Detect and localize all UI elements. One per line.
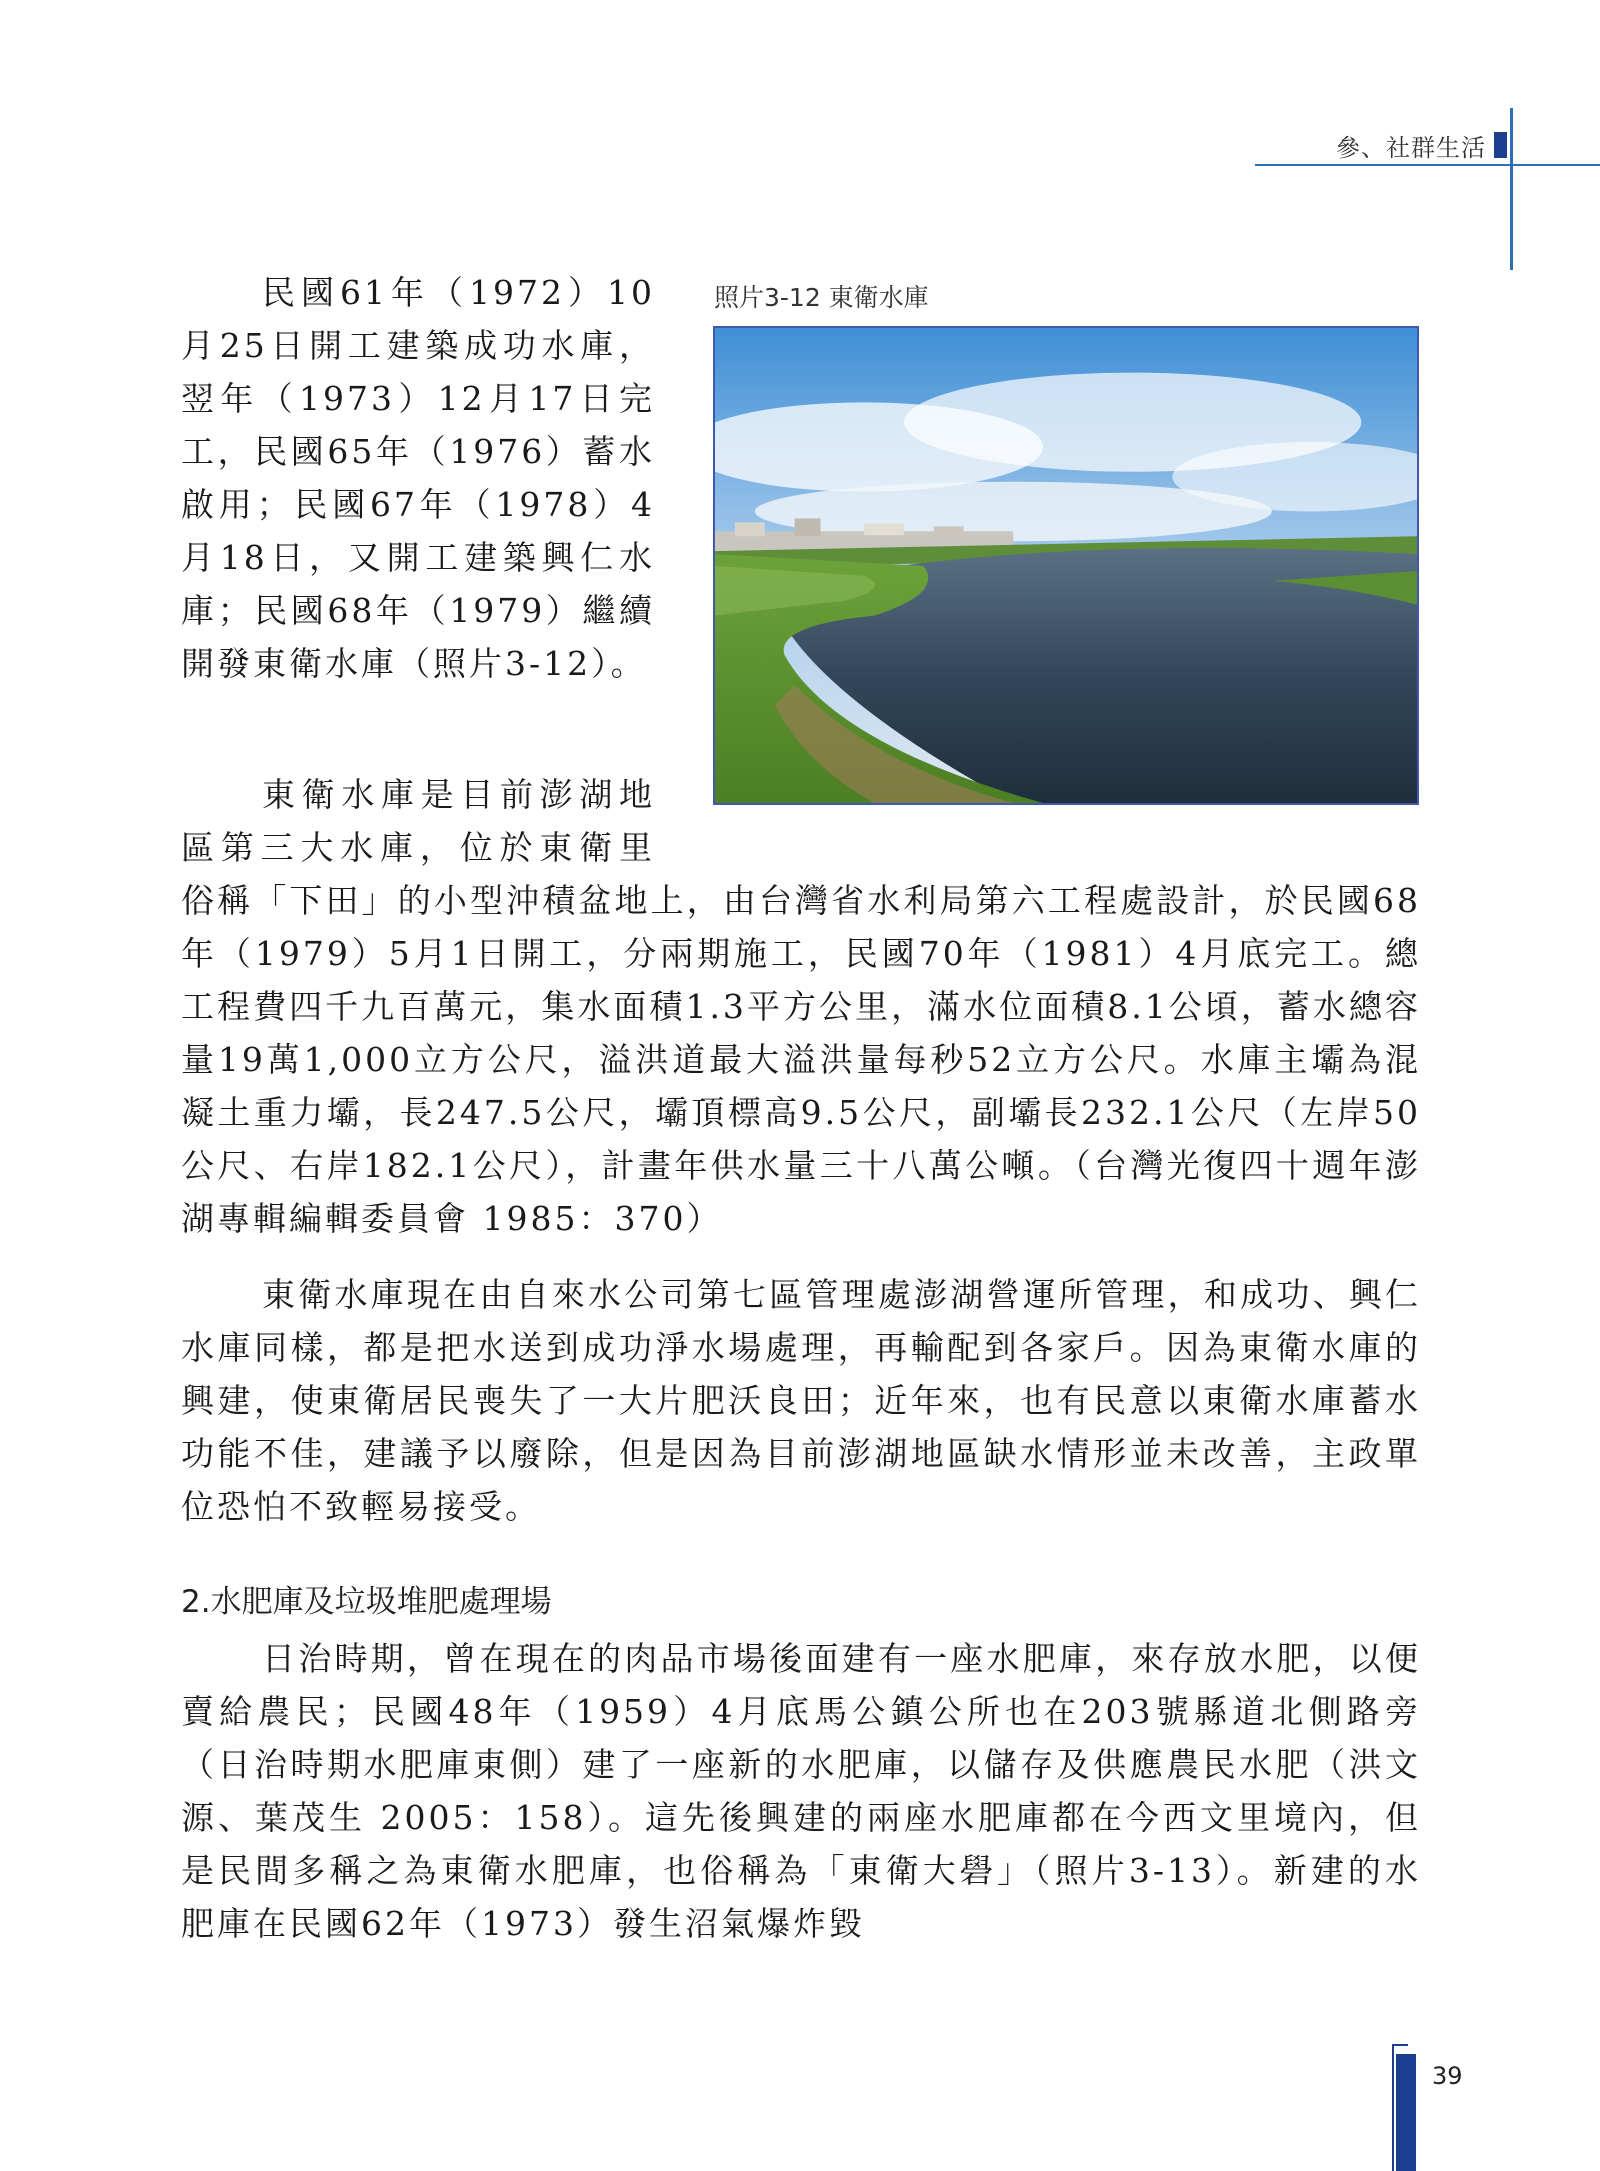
photo-caption: 照片3-12 東衛水庫 xyxy=(714,283,929,312)
paragraph-manure-storage: 日治時期，曾在現在的肉品市場後面建有一座水肥庫，來存放水肥，以便賣給農民；民國48年（1959）4月底馬公鎮公所也在203號縣道北側路旁（日治時期水肥庫東側）建了一座新的水肥庫，以儲存及供應農民水肥（洪文源、葉茂生 2005：158）。這先後興建的兩座水肥庫都在今西文里境內，但是民間多稱之為東衛水肥庫，也俗稱為「東衛大礐」（照片3-13）。新建的水肥庫在民國62年（1973）發生沼氣爆炸毀 xyxy=(181,1639,1421,1943)
reservoir-photo-image xyxy=(715,328,1417,803)
subheading-manure-storage: 2.水肥庫及垃圾堆肥處理場 xyxy=(181,1584,552,1620)
header-rule-horizontal xyxy=(1255,164,1600,166)
footer-marker xyxy=(1396,2054,1416,2171)
header-rule-vertical xyxy=(1510,108,1513,270)
paragraph-body: 俗稱「下田」的小型沖積盆地上，由台灣省水利局第六工程處設計，於民國68年（1979）5月1日開工，分兩期施工，民國70年（1981）4月底完工。總工程費四千九百萬元，集水面積1.3平方公里，滿水位面積8.1公頃，蓄水總容量19萬1,000立方公尺，溢洪道最大溢洪量每秒52立方公尺。水庫主壩為混凝土重力壩，長247.5公尺，壩頂標高9.5公尺，副壩長232.1公尺（左岸50公尺、右岸182.1公尺），計畫年供水量三十八萬公噸。（台灣光復四十週年澎湖專輯編輯委員會 1985：370） xyxy=(181,881,1421,1238)
paragraph-management: 東衛水庫現在由自來水公司第七區管理處澎湖營運所管理，和成功、興仁水庫同樣，都是把水送到成功淨水場處理，再輸配到各家戶。因為東衛水庫的興建，使東衛居民喪失了一大片肥沃良田；近年來，也有民意以東衛水庫蓄水功能不佳，建議予以廢除，但是因為目前澎湖地區缺水情形並未改善，主政單位恐怕不致輕易接受。 xyxy=(181,1275,1421,1526)
section-title: 參、社群生活 xyxy=(1336,134,1486,162)
paragraph-east-wei-reservoir xyxy=(181,768,1421,1245)
footer-rule-vertical xyxy=(1392,2044,1394,2171)
footer-rule-horizontal xyxy=(1392,2044,1408,2046)
header-marker xyxy=(1494,132,1507,158)
paragraph-line: 區第三大水庫，位於東衛里 xyxy=(181,828,655,867)
paragraph-reservoir-history: 民國61年（1972）10月25日開工建築成功水庫，翌年（1973）12月17日完工，民國65年（1976）蓄水啟用；民國67年（1978）4月18日，又開工建築興仁水庫；民國68年（1979）繼續開發東衛水庫（照片3-12）。 xyxy=(181,273,655,683)
reservoir-photo xyxy=(713,326,1419,805)
page-number: 39 xyxy=(1432,2062,1463,2090)
paragraph-line: 東衛水庫是目前澎湖地 xyxy=(262,775,655,814)
